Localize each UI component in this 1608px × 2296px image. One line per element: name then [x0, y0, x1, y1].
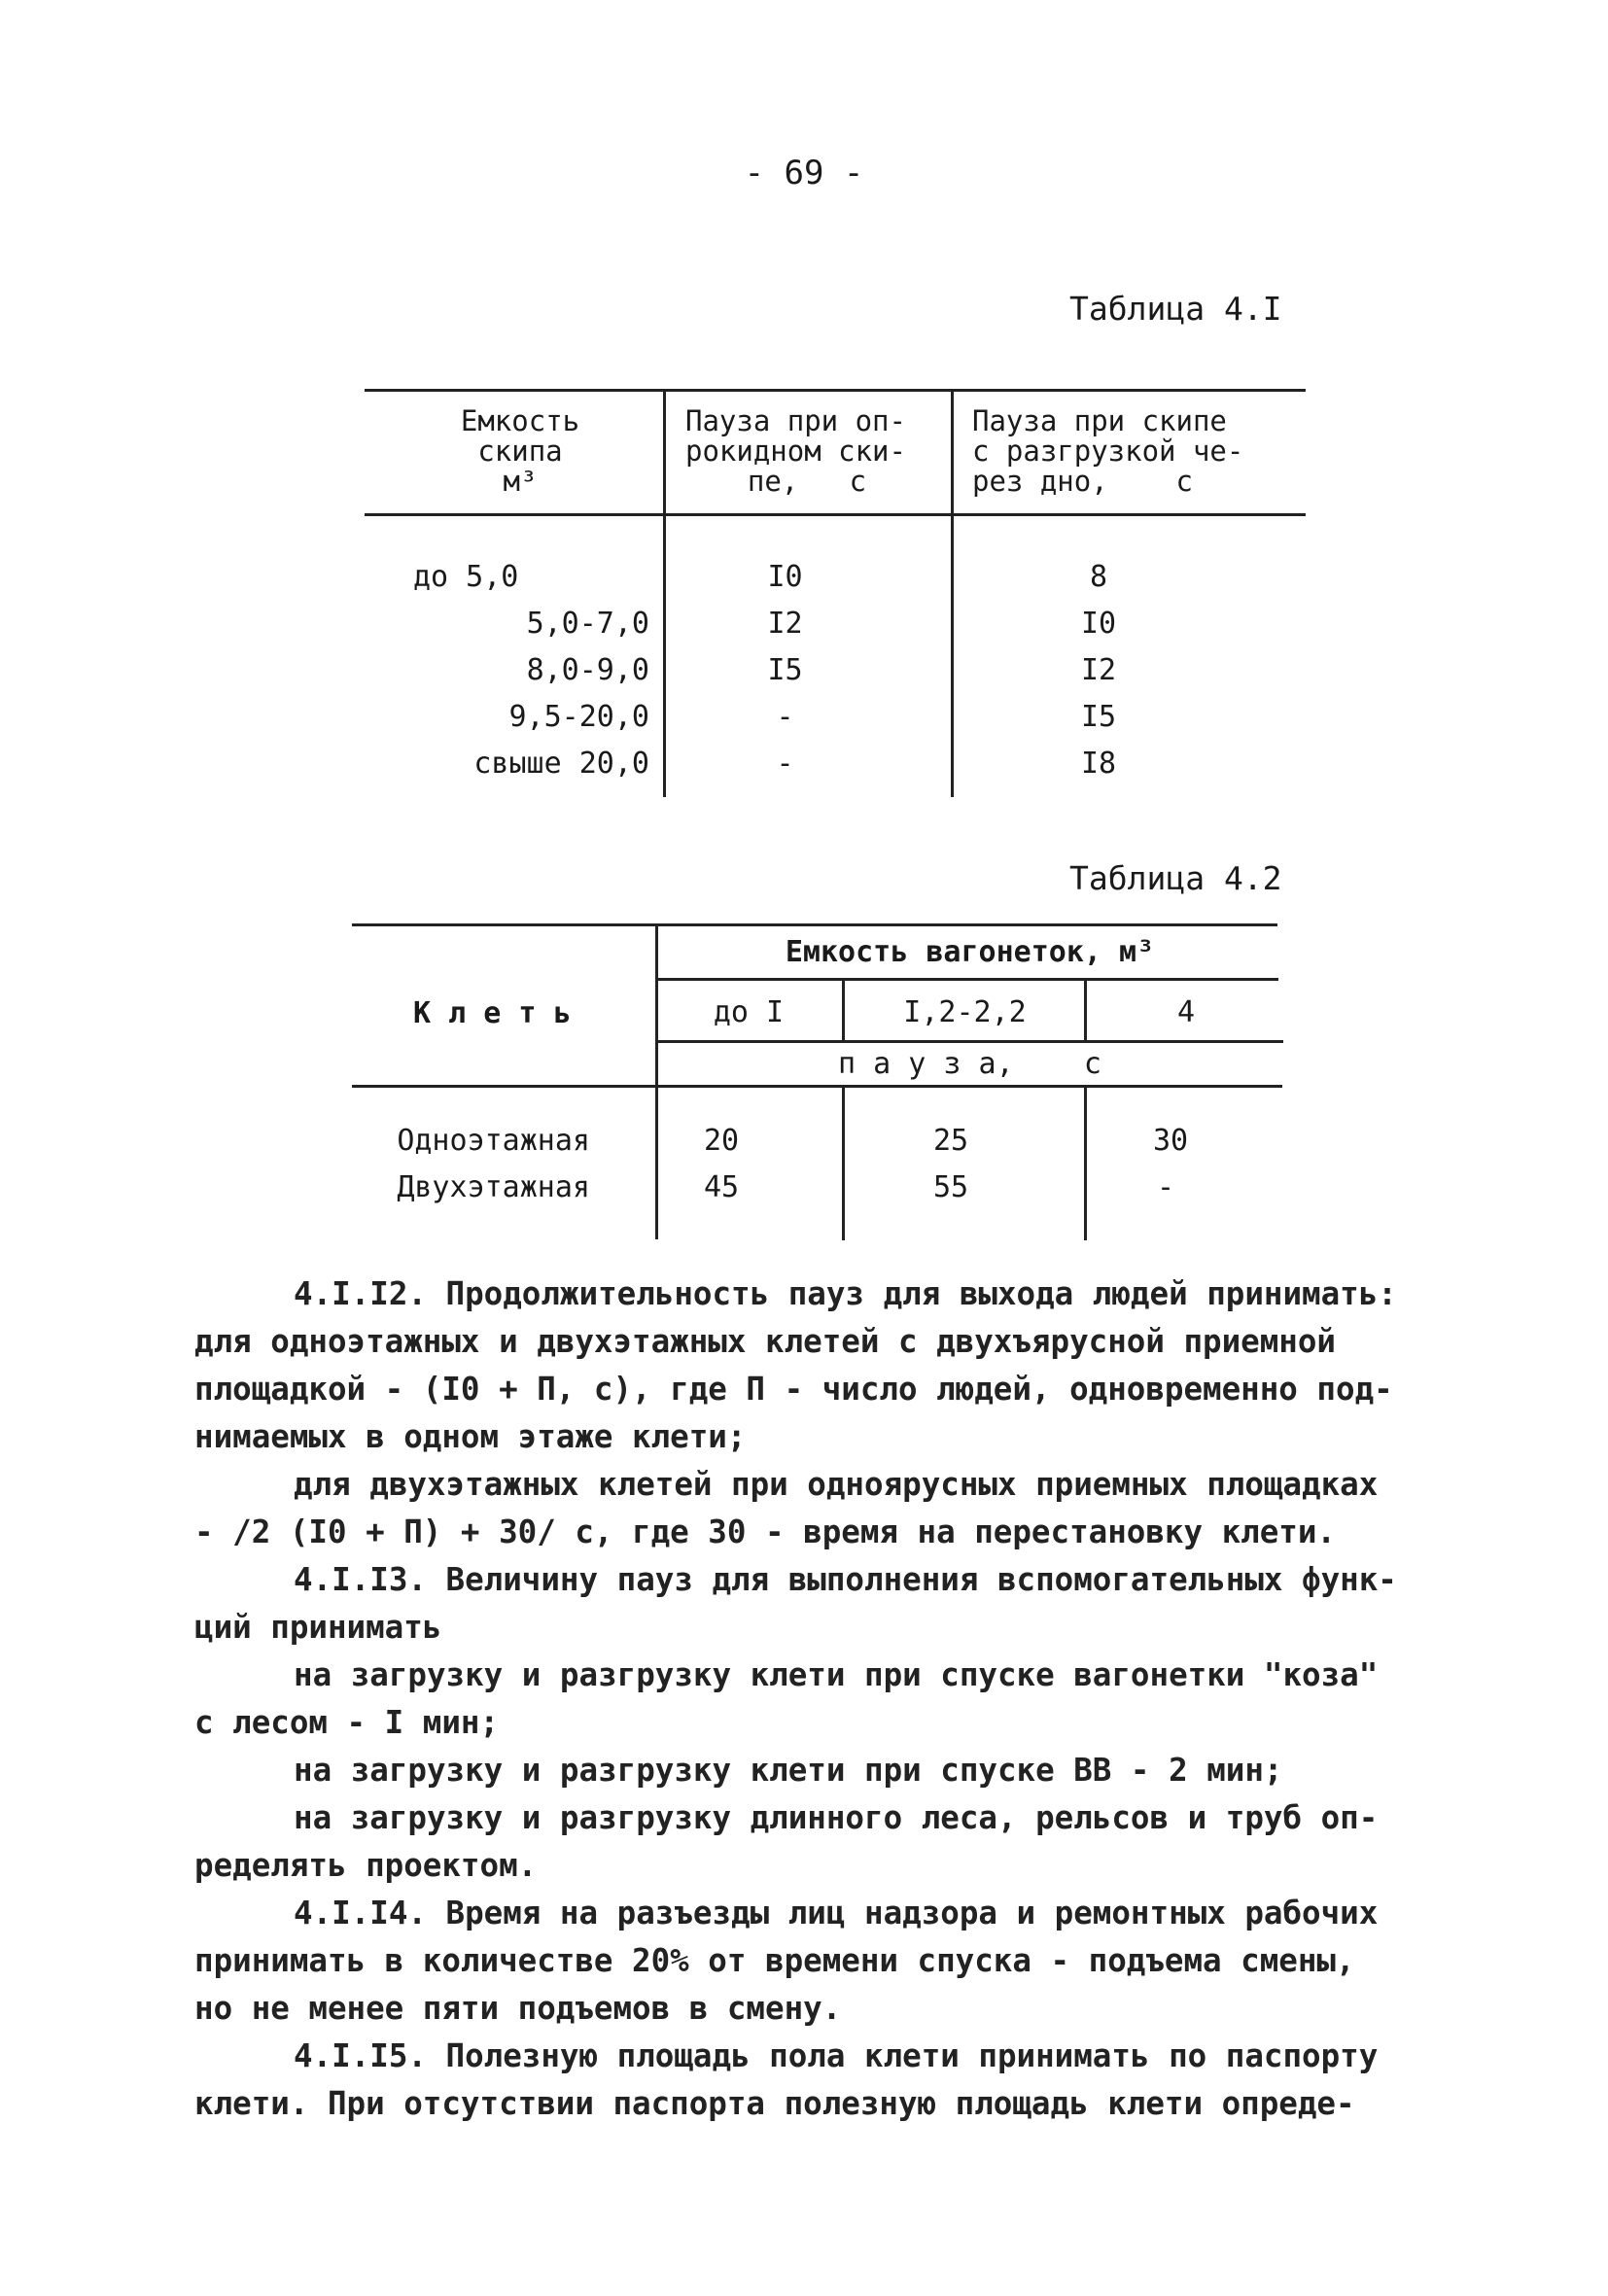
- capacity-cell: свыше 20,0: [473, 747, 649, 781]
- bottom-dump-pause-cell: I2: [1080, 653, 1117, 687]
- header-bottom-dump-line: с разгрузкой че-: [972, 435, 1244, 468]
- header-bottom-dump-line: рез дно, с: [972, 465, 1193, 498]
- capacity-subheader: до I: [713, 995, 785, 1029]
- tipping-pause-cell: -: [776, 700, 794, 734]
- paragraph-line: на загрузку и разгрузку клети при спуске ВВ - 2 мин;: [294, 1752, 1283, 1789]
- tipping-pause-cell: I2: [767, 607, 803, 641]
- header-capacity-line: скипа: [477, 435, 563, 468]
- header-tipping-line: пе, с: [747, 465, 867, 498]
- table-rule-top: [365, 389, 1306, 392]
- capacity-subheader: I,2-2,2: [903, 995, 1027, 1029]
- paragraph-line: - /2 (I0 + П) + 30/ с, где 30 - время на перестановку клети.: [194, 1513, 1336, 1550]
- capacity-cell: 9,5-20,0: [508, 700, 649, 734]
- wagon-capacity-header: Емкость вагонеток, м³: [785, 935, 1155, 969]
- paragraph-line: клети. При отсутствии паспорта полезную площадь клети опреде-: [194, 2085, 1355, 2122]
- table-column-divider: [951, 389, 954, 797]
- table-column-divider: [655, 923, 658, 1239]
- paragraph-line: на загрузку и разгрузку клети при спуске вагонетки "коза": [294, 1656, 1379, 1693]
- pause-value-cell: -: [1157, 1170, 1175, 1204]
- capacity-cell: 5,0-7,0: [526, 607, 649, 641]
- paragraph-line: нимаемых в одном этаже клети;: [194, 1418, 747, 1455]
- pause-value-cell: 45: [704, 1170, 740, 1204]
- cage-type-cell: Одноэтажная: [397, 1124, 590, 1158]
- table-rule-subheader: [656, 1040, 1283, 1043]
- header-bottom-dump-line: Пауза при скипе: [972, 404, 1227, 437]
- pause-value-cell: 30: [1153, 1124, 1189, 1158]
- pause-value-cell: 25: [933, 1124, 969, 1158]
- table-rule-top: [352, 923, 1277, 926]
- tipping-pause-cell: I0: [767, 560, 803, 594]
- paragraph-line: но не менее пяти подъемов в смену.: [194, 1990, 842, 2027]
- header-tipping-line: рокидном ски-: [685, 435, 906, 468]
- paragraph-line: 4.I.I5. Полезную площадь пола клети принимать по паспорту: [294, 2037, 1379, 2074]
- header-tipping-line: Пауза при оп-: [685, 404, 906, 437]
- paragraph-line: 4.I.I2. Продолжительность пауз для выхода людей принимать:: [294, 1275, 1397, 1312]
- paragraph-line: для одноэтажных и двухэтажных клетей с двухъярусной приемной: [194, 1323, 1336, 1360]
- paragraph-line: на загрузку и разгрузку длинного леса, рельсов и труб оп-: [294, 1799, 1379, 1836]
- paragraph-line: ций принимать: [194, 1609, 442, 1646]
- paragraph-line: ределять проектом.: [194, 1847, 538, 1884]
- paragraph-line: принимать в количестве 20% от времени спуска - подъема смены,: [194, 1942, 1355, 1979]
- cage-type-cell: Двухэтажная: [397, 1170, 590, 1204]
- paragraph-line: 4.I.I4. Время на разъезды лиц надзора и ремонтных рабочих: [294, 1895, 1379, 1931]
- header-capacity-line: м³: [503, 465, 538, 498]
- capacity-subheader: 4: [1176, 995, 1196, 1029]
- bottom-dump-pause-cell: I8: [1080, 747, 1117, 781]
- table-column-divider: [1084, 978, 1087, 1040]
- capacity-cell: 8,0-9,0: [526, 653, 649, 687]
- page-number: - 69 -: [744, 154, 864, 192]
- paragraph-line: для двухэтажных клетей при одноярусных приемных площадках: [294, 1466, 1379, 1503]
- tipping-pause-cell: -: [776, 747, 794, 781]
- table-rule-group: [656, 978, 1278, 981]
- table-caption: Таблица 4.I: [1069, 290, 1282, 328]
- pause-unit-row: п а у з а, с: [838, 1047, 1101, 1081]
- bottom-dump-pause-cell: I0: [1080, 607, 1117, 641]
- pause-value-cell: 55: [933, 1170, 969, 1204]
- table-column-divider: [842, 978, 845, 1040]
- header-capacity-line: Емкость: [460, 404, 580, 437]
- table-rule-header: [352, 1085, 1282, 1088]
- table-caption: Таблица 4.2: [1069, 859, 1282, 897]
- cage-header: К л е т ь: [413, 996, 572, 1030]
- table-column-divider: [1084, 1085, 1087, 1240]
- table-column-divider: [663, 389, 666, 797]
- table-rule-header: [365, 513, 1306, 516]
- paragraph-line: 4.I.I3. Величину пауз для выполнения вспомогательных функ-: [294, 1561, 1397, 1598]
- pause-value-cell: 20: [704, 1124, 740, 1158]
- capacity-cell: до 5,0: [413, 560, 519, 594]
- bottom-dump-pause-cell: I5: [1080, 700, 1117, 734]
- paragraph-line: площадкой - (I0 + П, с), где П - число людей, одновременно под-: [194, 1371, 1393, 1408]
- paragraph-line: с лесом - I мин;: [194, 1704, 500, 1741]
- bottom-dump-pause-cell: 8: [1089, 560, 1108, 594]
- table-column-divider: [842, 1085, 845, 1240]
- tipping-pause-cell: I5: [767, 653, 803, 687]
